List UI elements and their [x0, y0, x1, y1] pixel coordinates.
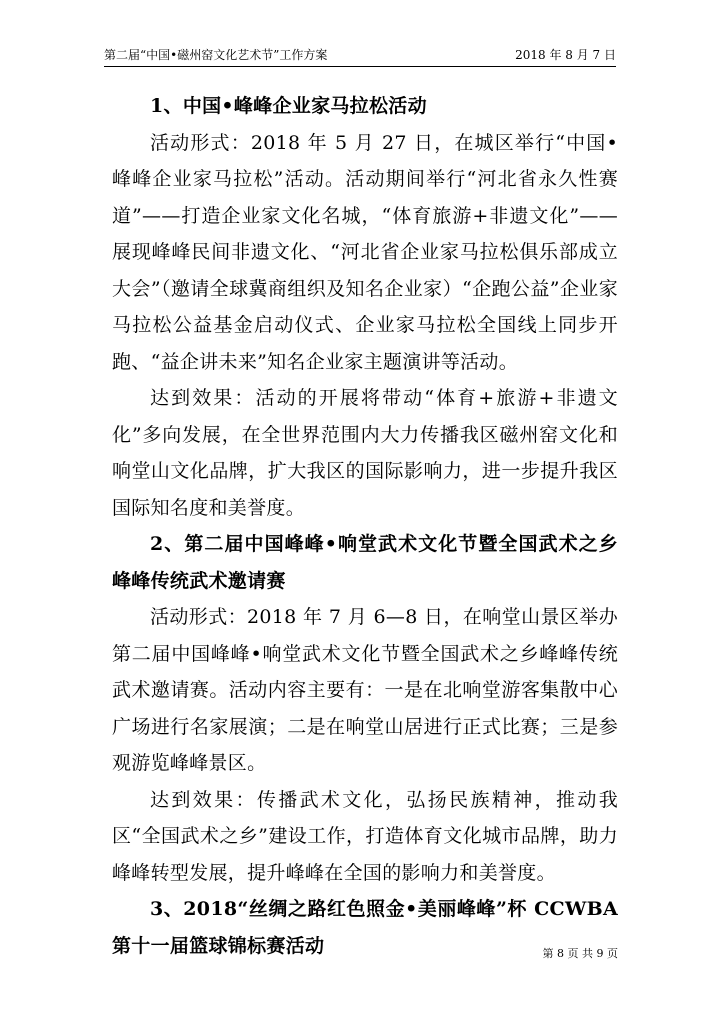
section-2-form: 活动形式：2018 年 7 月 6—8 日，在响堂山景区举办第二届中国峰峰•响堂武术文化节暨全国武术之乡峰峰传统武术邀请赛。活动内容主要有：一是在北响堂游客集散中心广场进行名家展演；二是在响堂山居进行正式比赛；三是参观游览峰峰景区。	[112, 606, 618, 774]
section-1-heading: 1、中国•峰峰企业家马拉松活动	[150, 95, 427, 117]
section-1-effect: 达到效果：活动的开展将带动“体育+旅游+非遗文化”多向发展，在全世界范围内大力传播我区磁州窑文化和响堂山文化品牌，扩大我区的国际影响力，进一步提升我区国际知名度和美誉度。	[112, 387, 618, 519]
header-date: 2018 年 8 月 7 日	[515, 48, 616, 62]
page-header	[104, 46, 616, 67]
section-3-heading: 3、2018“丝绸之路红色照金•美丽峰峰”杯 CCWBA 第十一届篮球锦标赛活动	[112, 898, 618, 957]
document-body	[112, 88, 618, 964]
page-number: 第 8 页 共 9 页	[542, 947, 618, 960]
header-title: 第二届“中国•磁州窑文化艺术节”工作方案	[104, 48, 328, 62]
section-1-form: 活动形式：2018 年 5 月 27 日，在城区举行“中国•峰峰企业家马拉松”活动。活动期间举行“河北省永久性赛道”——打造企业家文化名城，“体育旅游+非遗文化”——展现峰峰民间非遗文化、“河北省企业家马拉松俱乐部成立大会”（邀请全球冀商组织及知名企业家）“企跑公益”企业家马拉松公益基金启动仪式、企业家马拉松全国线上同步开跑、“益企讲未来”知名企业家主题演讲等活动。	[112, 131, 618, 373]
section-2-effect: 达到效果：传播武术文化，弘扬民族精神，推动我区“全国武术之乡”建设工作，打造体育文化城市品牌，助力峰峰转型发展，提升峰峰在全国的影响力和美誉度。	[112, 788, 618, 884]
section-2-heading: 2、第二届中国峰峰•响堂武术文化节暨全国武术之乡峰峰传统武术邀请赛	[112, 533, 618, 592]
